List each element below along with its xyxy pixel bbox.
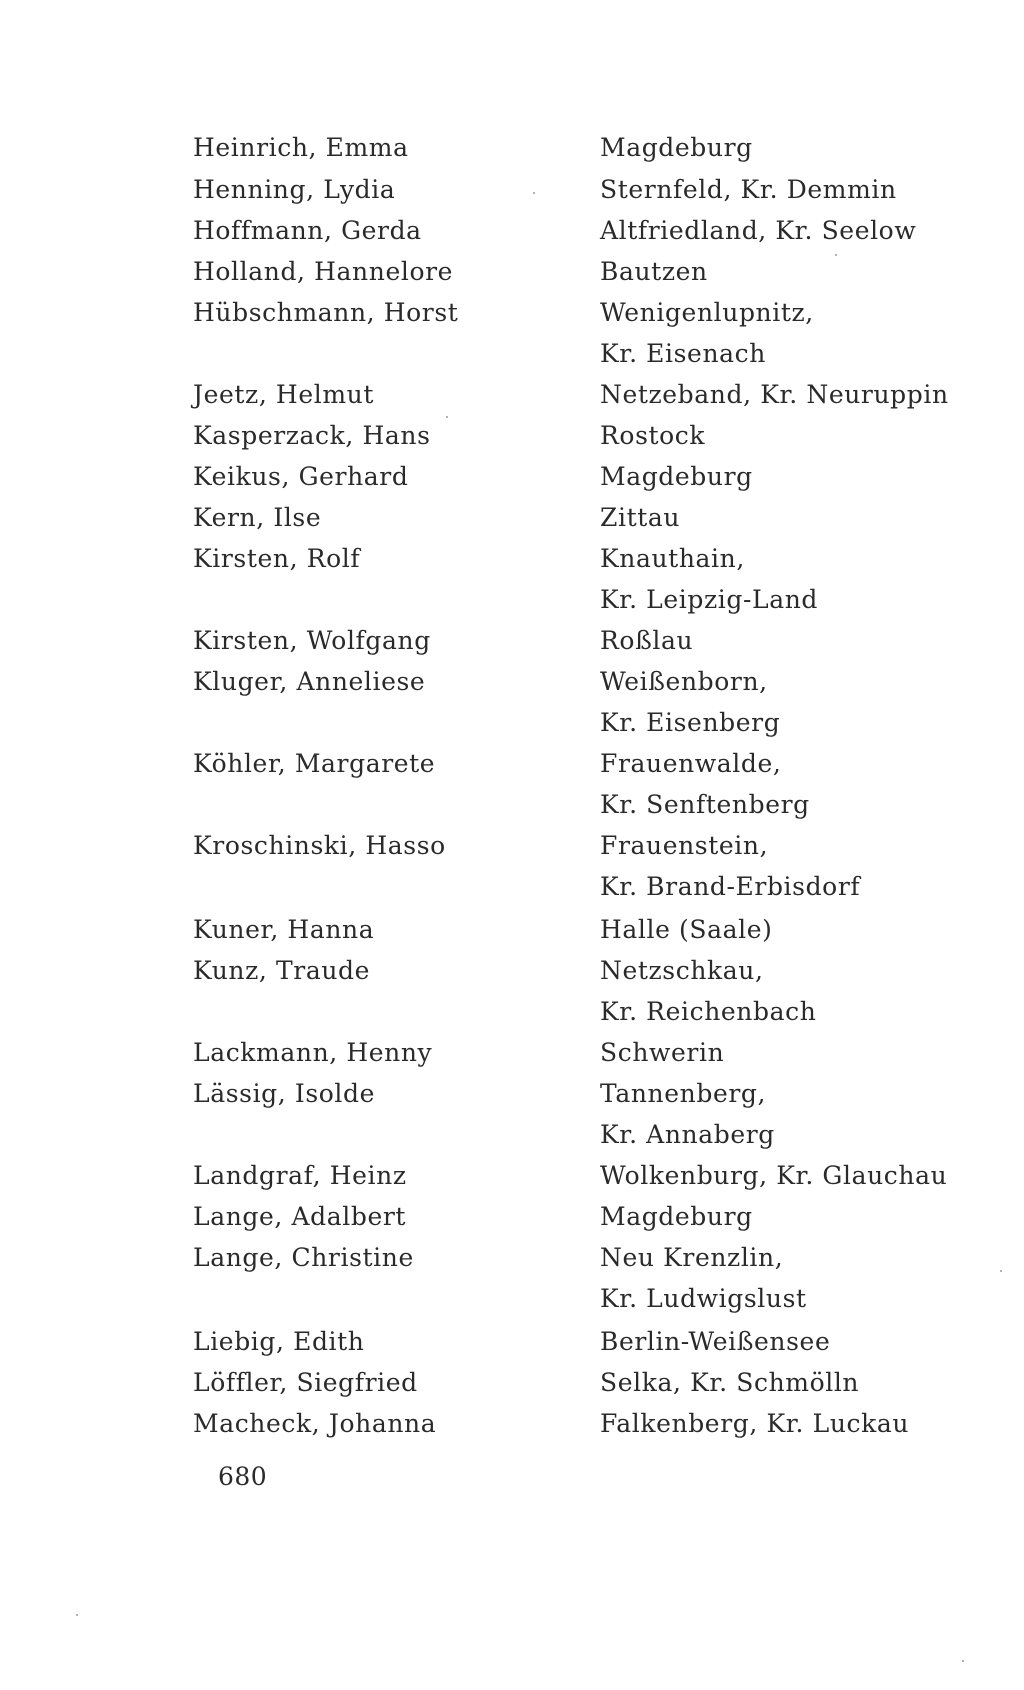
person-name: Löffler, Siegfried <box>193 1368 418 1397</box>
list-row <box>0 1156 1024 1196</box>
list-row <box>0 703 1024 743</box>
page-number: 680 <box>218 1462 268 1491</box>
person-name: Lange, Christine <box>193 1243 414 1272</box>
scan-speck <box>446 416 448 418</box>
list-row <box>0 1238 1024 1278</box>
place-name: Kr. Senftenberg <box>600 790 810 819</box>
list-row <box>0 1033 1024 1073</box>
place-name: Schwerin <box>600 1038 725 1067</box>
person-name: Hoffmann, Gerda <box>193 216 422 245</box>
place-name: Altfriedland, Kr. Seelow <box>600 216 917 245</box>
person-name: Köhler, Margarete <box>193 749 436 778</box>
list-row <box>0 498 1024 538</box>
place-name: Weißenborn, <box>600 667 768 696</box>
place-name: Magdeburg <box>600 133 753 162</box>
place-name: Zittau <box>600 503 681 532</box>
person-name: Kirsten, Wolfgang <box>193 626 431 655</box>
person-name: Henning, Lydia <box>193 175 396 204</box>
list-row <box>0 910 1024 950</box>
list-row <box>0 539 1024 579</box>
list-row <box>0 826 1024 866</box>
person-name: Jeetz, Helmut <box>193 380 374 409</box>
list-row <box>0 1115 1024 1155</box>
place-name: Berlin-Weißensee <box>600 1327 831 1356</box>
place-name: Neu Krenzlin, <box>600 1243 784 1272</box>
list-row <box>0 128 1024 168</box>
list-row <box>0 1279 1024 1319</box>
person-name: Kunz, Traude <box>193 956 371 985</box>
list-row <box>0 293 1024 333</box>
scan-speck <box>1000 1270 1002 1272</box>
place-name: Wolkenburg, Kr. Glauchau <box>600 1161 948 1190</box>
person-name: Heinrich, Emma <box>193 133 409 162</box>
list-row <box>0 1404 1024 1444</box>
person-name: Kern, Ilse <box>193 503 322 532</box>
scan-speck <box>76 1614 78 1616</box>
place-name: Wenigenlupnitz, <box>600 298 814 327</box>
person-name: Holland, Hannelore <box>193 257 454 286</box>
place-name: Magdeburg <box>600 462 753 491</box>
scan-speck <box>533 192 535 194</box>
list-row <box>0 580 1024 620</box>
person-name: Landgraf, Heinz <box>193 1161 407 1190</box>
list-row <box>0 662 1024 702</box>
place-name: Kr. Eisenberg <box>600 708 781 737</box>
scan-speck <box>962 1660 964 1662</box>
place-name: Frauenstein, <box>600 831 769 860</box>
place-name: Selka, Kr. Schmölln <box>600 1368 860 1397</box>
place-name: Kr. Brand-Erbisdorf <box>600 872 861 901</box>
person-name: Kluger, Anneliese <box>193 667 426 696</box>
list-row <box>0 457 1024 497</box>
place-name: Kr. Reichenbach <box>600 997 817 1026</box>
person-name: Hübschmann, Horst <box>193 298 459 327</box>
place-name: Netzeband, Kr. Neuruppin <box>600 380 949 409</box>
person-name: Lackmann, Henny <box>193 1038 433 1067</box>
place-name: Kr. Annaberg <box>600 1120 775 1149</box>
place-name: Netzschkau, <box>600 956 764 985</box>
place-name: Roßlau <box>600 626 694 655</box>
list-row <box>0 416 1024 456</box>
place-name: Bautzen <box>600 257 708 286</box>
place-name: Frauenwalde, <box>600 749 782 778</box>
place-name: Rostock <box>600 421 706 450</box>
list-row <box>0 951 1024 991</box>
list-row <box>0 1197 1024 1237</box>
list-row <box>0 375 1024 415</box>
list-row <box>0 1074 1024 1114</box>
list-row <box>0 211 1024 251</box>
person-name: Kroschinski, Hasso <box>193 831 446 860</box>
list-row <box>0 252 1024 292</box>
place-name: Magdeburg <box>600 1202 753 1231</box>
list-row <box>0 1322 1024 1362</box>
person-name: Kasperzack, Hans <box>193 421 431 450</box>
place-name: Kr. Eisenach <box>600 339 766 368</box>
person-name: Keikus, Gerhard <box>193 462 409 491</box>
place-name: Kr. Ludwigslust <box>600 1284 807 1313</box>
place-name: Falkenberg, Kr. Luckau <box>600 1409 910 1438</box>
place-name: Sternfeld, Kr. Demmin <box>600 175 897 204</box>
person-name: Kirsten, Rolf <box>193 544 361 573</box>
place-name: Halle (Saale) <box>600 915 773 944</box>
place-name: Kr. Leipzig-Land <box>600 585 818 614</box>
person-name: Kuner, Hanna <box>193 915 375 944</box>
person-name: Lange, Adalbert <box>193 1202 407 1231</box>
scan-speck <box>835 254 837 256</box>
list-row <box>0 785 1024 825</box>
person-name: Lässig, Isolde <box>193 1079 376 1108</box>
list-row <box>0 744 1024 784</box>
person-name: Macheck, Johanna <box>193 1409 437 1438</box>
list-row <box>0 992 1024 1032</box>
list-row <box>0 170 1024 210</box>
place-name: Knauthain, <box>600 544 745 573</box>
person-name: Liebig, Edith <box>193 1327 365 1356</box>
list-row <box>0 1363 1024 1403</box>
list-row <box>0 334 1024 374</box>
list-row <box>0 621 1024 661</box>
place-name: Tannenberg, <box>600 1079 767 1108</box>
list-row <box>0 867 1024 907</box>
